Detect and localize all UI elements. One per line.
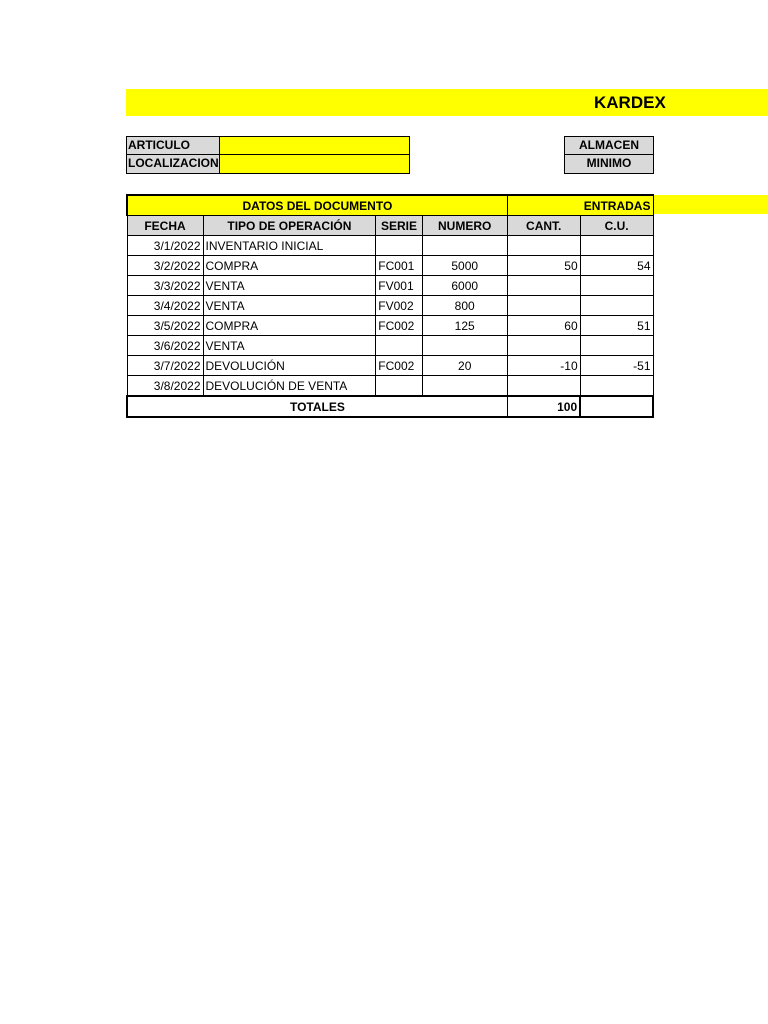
cell-cant[interactable]: -10 [507, 356, 580, 376]
totales-label: TOTALES [127, 396, 507, 417]
cell-fecha[interactable]: 3/7/2022 [127, 356, 203, 376]
cell-cu[interactable] [580, 336, 653, 356]
col-numero: NUMERO [422, 216, 507, 236]
almacen-label: ALMACEN [564, 136, 654, 155]
col-serie: SERIE [376, 216, 422, 236]
cell-cant[interactable] [507, 296, 580, 316]
table-row [127, 336, 653, 356]
table-row [127, 376, 653, 397]
cell-fecha[interactable]: 3/6/2022 [127, 336, 203, 356]
table-row [127, 296, 653, 316]
table-row [127, 236, 653, 256]
cell-serie[interactable] [376, 336, 422, 356]
cell-tipo[interactable]: COMPRA [203, 256, 376, 276]
cell-fecha[interactable]: 3/4/2022 [127, 296, 203, 316]
table-row [127, 256, 653, 276]
totals-row [127, 396, 653, 417]
table-row [127, 316, 653, 336]
cell-tipo[interactable]: COMPRA [203, 316, 376, 336]
page-title: KARDEX [594, 93, 666, 112]
cell-fecha[interactable]: 3/1/2022 [127, 236, 203, 256]
cell-cu[interactable] [580, 376, 653, 397]
cell-numero[interactable] [422, 236, 507, 256]
cell-cu[interactable] [580, 296, 653, 316]
cell-tipo[interactable]: VENTA [203, 296, 376, 316]
cell-numero[interactable]: 125 [422, 316, 507, 336]
cell-serie[interactable]: FC002 [376, 316, 422, 336]
table-row [127, 276, 653, 296]
cell-serie[interactable]: FV001 [376, 276, 422, 296]
cell-fecha[interactable]: 3/8/2022 [127, 376, 203, 397]
cell-numero[interactable]: 800 [422, 296, 507, 316]
cell-cant[interactable] [507, 336, 580, 356]
cell-fecha[interactable]: 3/3/2022 [127, 276, 203, 296]
cell-cu[interactable] [580, 276, 653, 296]
cell-fecha[interactable]: 3/5/2022 [127, 316, 203, 336]
cell-cant[interactable] [507, 376, 580, 397]
cell-serie[interactable]: FC001 [376, 256, 422, 276]
datos-documento-header: DATOS DEL DOCUMENTO [127, 195, 507, 216]
cell-serie[interactable]: FV002 [376, 296, 422, 316]
cell-numero[interactable] [422, 376, 507, 397]
cell-cant[interactable]: 60 [507, 316, 580, 336]
section-header-row [127, 195, 653, 216]
cell-tipo[interactable]: VENTA [203, 336, 376, 356]
kardex-table [126, 194, 654, 418]
col-cu: C.U. [580, 216, 653, 236]
cell-numero[interactable]: 6000 [422, 276, 507, 296]
sheet-viewport [0, 0, 666, 420]
col-tipo: TIPO DE OPERACIÓN [203, 216, 376, 236]
cell-tipo[interactable]: INVENTARIO INICIAL [203, 236, 376, 256]
table-row [127, 356, 653, 376]
cell-cant[interactable]: 50 [507, 256, 580, 276]
cell-tipo[interactable]: DEVOLUCIÓN DE VENTA [203, 376, 376, 397]
cell-serie[interactable]: FC002 [376, 356, 422, 376]
entradas-header: ENTRADAS [507, 195, 653, 216]
col-fecha: FECHA [127, 216, 203, 236]
cell-numero[interactable]: 20 [422, 356, 507, 376]
col-cant: CANT. [507, 216, 580, 236]
cell-cu[interactable]: 54 [580, 256, 653, 276]
total-cu[interactable] [580, 396, 653, 417]
cell-fecha[interactable]: 3/2/2022 [127, 256, 203, 276]
cell-serie[interactable] [376, 376, 422, 397]
cell-numero[interactable] [422, 336, 507, 356]
cell-cu[interactable] [580, 236, 653, 256]
localizacion-label: LOCALIZACION [126, 154, 220, 174]
cell-cu[interactable]: 51 [580, 316, 653, 336]
total-cant[interactable]: 100 [507, 396, 580, 417]
column-header-row [127, 216, 653, 236]
minimo-label: MINIMO [564, 154, 654, 174]
cell-serie[interactable] [376, 236, 422, 256]
entradas-header-overflow [654, 195, 768, 214]
cell-cant[interactable] [507, 236, 580, 256]
articulo-label: ARTICULO [126, 136, 220, 155]
cell-tipo[interactable]: DEVOLUCIÓN [203, 356, 376, 376]
cell-cant[interactable] [507, 276, 580, 296]
cell-numero[interactable]: 5000 [422, 256, 507, 276]
cell-cu[interactable]: -51 [580, 356, 653, 376]
cell-tipo[interactable]: VENTA [203, 276, 376, 296]
